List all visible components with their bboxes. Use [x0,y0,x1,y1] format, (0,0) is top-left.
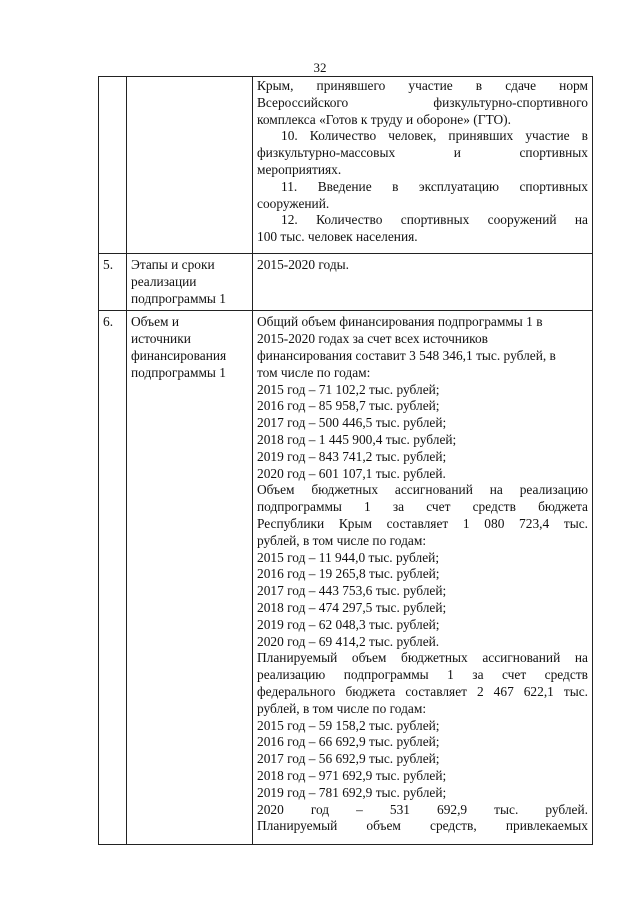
regional-funding-line: подпрограммы 1 за счет средств бюджета [257,499,588,515]
row-label-line: Объем и [131,314,180,330]
row-label-line: Этапы и сроки [131,257,215,272]
row-number-cell: 5. [99,254,127,311]
total-year-line: 2017 год – 500 446,5 тыс. рублей; [257,415,447,431]
regional-year-line: 2018 год – 474 297,5 тыс. рублей; [257,599,447,615]
extra-budgetary-line: Планируемый объем средств, привлекаемых [257,818,588,834]
federal-year-line: 2015 год – 59 158,2 тыс. рублей; [257,717,440,733]
regional-funding-line: Объем бюджетных ассигнований на реализацию [257,482,588,498]
indicator-line: физкультурно-массовых и спортивных [257,145,588,161]
indicator-item-12: 12. Количество спортивных сооружений на [281,212,588,228]
period-cell [253,254,593,311]
row-label-line: подпрограммы 1 [131,290,226,306]
row-label-line: финансирования [131,347,227,363]
funding-cell [253,311,593,845]
regional-year-line: 2017 год – 443 753,6 тыс. рублей; [257,583,447,599]
table-row-5 [99,254,593,311]
row-number-cell [99,77,127,254]
federal-year-line: 2020 год – 531 692,9 тыс. рублей. [257,801,588,817]
federal-year-line: 2018 год – 971 692,9 тыс. рублей; [257,767,447,783]
table-row-continued [99,77,593,254]
row-number-cell: 6. [99,311,127,845]
indicator-item-11: 11. Введение в эксплуатацию спортивных [281,178,588,194]
federal-funding-line: федерального бюджета составляет 2 467 622,1 тыс. [257,683,588,699]
total-year-line: 2018 год – 1 445 900,4 тыс. рублей; [257,431,457,447]
regional-year-line: 2016 год – 19 265,8 тыс. рублей; [257,566,440,582]
total-year-line: 2020 год – 601 107,1 тыс. рублей. [257,465,446,481]
total-year-line: 2015 год – 71 102,2 тыс. рублей; [257,381,440,397]
row-label-line: источники [131,331,191,347]
total-funding-line: том числе по годам: [257,364,371,380]
federal-funding-line: Планируемый объем бюджетных ассигнований на [257,650,588,666]
total-year-line: 2019 год – 843 741,2 тыс. рублей; [257,448,447,464]
row-label-cell [127,254,253,311]
total-funding-line: 2015-2020 годах за счет всех источников [257,331,488,347]
federal-year-line: 2017 год – 56 692,9 тыс. рублей; [257,751,440,767]
federal-year-line: 2019 год – 781 692,9 тыс. рублей; [257,784,447,800]
total-year-line: 2016 год – 85 958,7 тыс. рублей; [257,398,440,414]
indicator-line: Всероссийского физкультурно-спортивного [257,94,588,110]
federal-funding-line: реализацию подпрограммы 1 за счет средств [257,667,588,683]
regional-funding-line: Республики Крым составляет 1 080 723,4 тыс. [257,515,588,531]
row-label-cell [127,311,253,845]
row-label-line: подпрограммы 1 [131,364,226,380]
regional-year-line: 2020 год – 69 414,2 тыс. рублей. [257,633,440,649]
federal-year-line: 2016 год – 66 692,9 тыс. рублей; [257,734,440,750]
period-text: 2015-2020 годы. [257,257,349,272]
indicator-item-10: 10. Количество человек, принявших участие в [281,128,588,144]
indicators-cell [253,77,593,254]
indicator-line: Крым, принявшего участие в сдаче норм [257,78,588,93]
indicator-line: комплекса «Готов к труду и обороне» (ГТО). [257,111,511,127]
federal-funding-line: рублей, в том числе по годам: [257,700,427,716]
page-number: 32 [313,60,327,75]
total-funding-line: финансирования составит 3 548 346,1 тыс. рублей, в [257,347,556,363]
table-row-6 [99,311,593,845]
regional-year-line: 2015 год – 11 944,0 тыс. рублей; [257,549,440,565]
indicator-line: 100 тыс. человек населения. [257,229,418,245]
row-label-line: реализации [131,273,197,289]
subprogram-passport-table [98,76,593,845]
indicator-line: мероприятиях. [257,161,342,177]
regional-year-line: 2019 год – 62 048,3 тыс. рублей; [257,616,440,632]
regional-funding-line: рублей, в том числе по годам: [257,532,427,548]
row-label-cell [127,77,253,254]
indicator-line: сооружений. [257,195,330,211]
total-funding-line: Общий объем финансирования подпрограммы 1 в [257,314,543,330]
